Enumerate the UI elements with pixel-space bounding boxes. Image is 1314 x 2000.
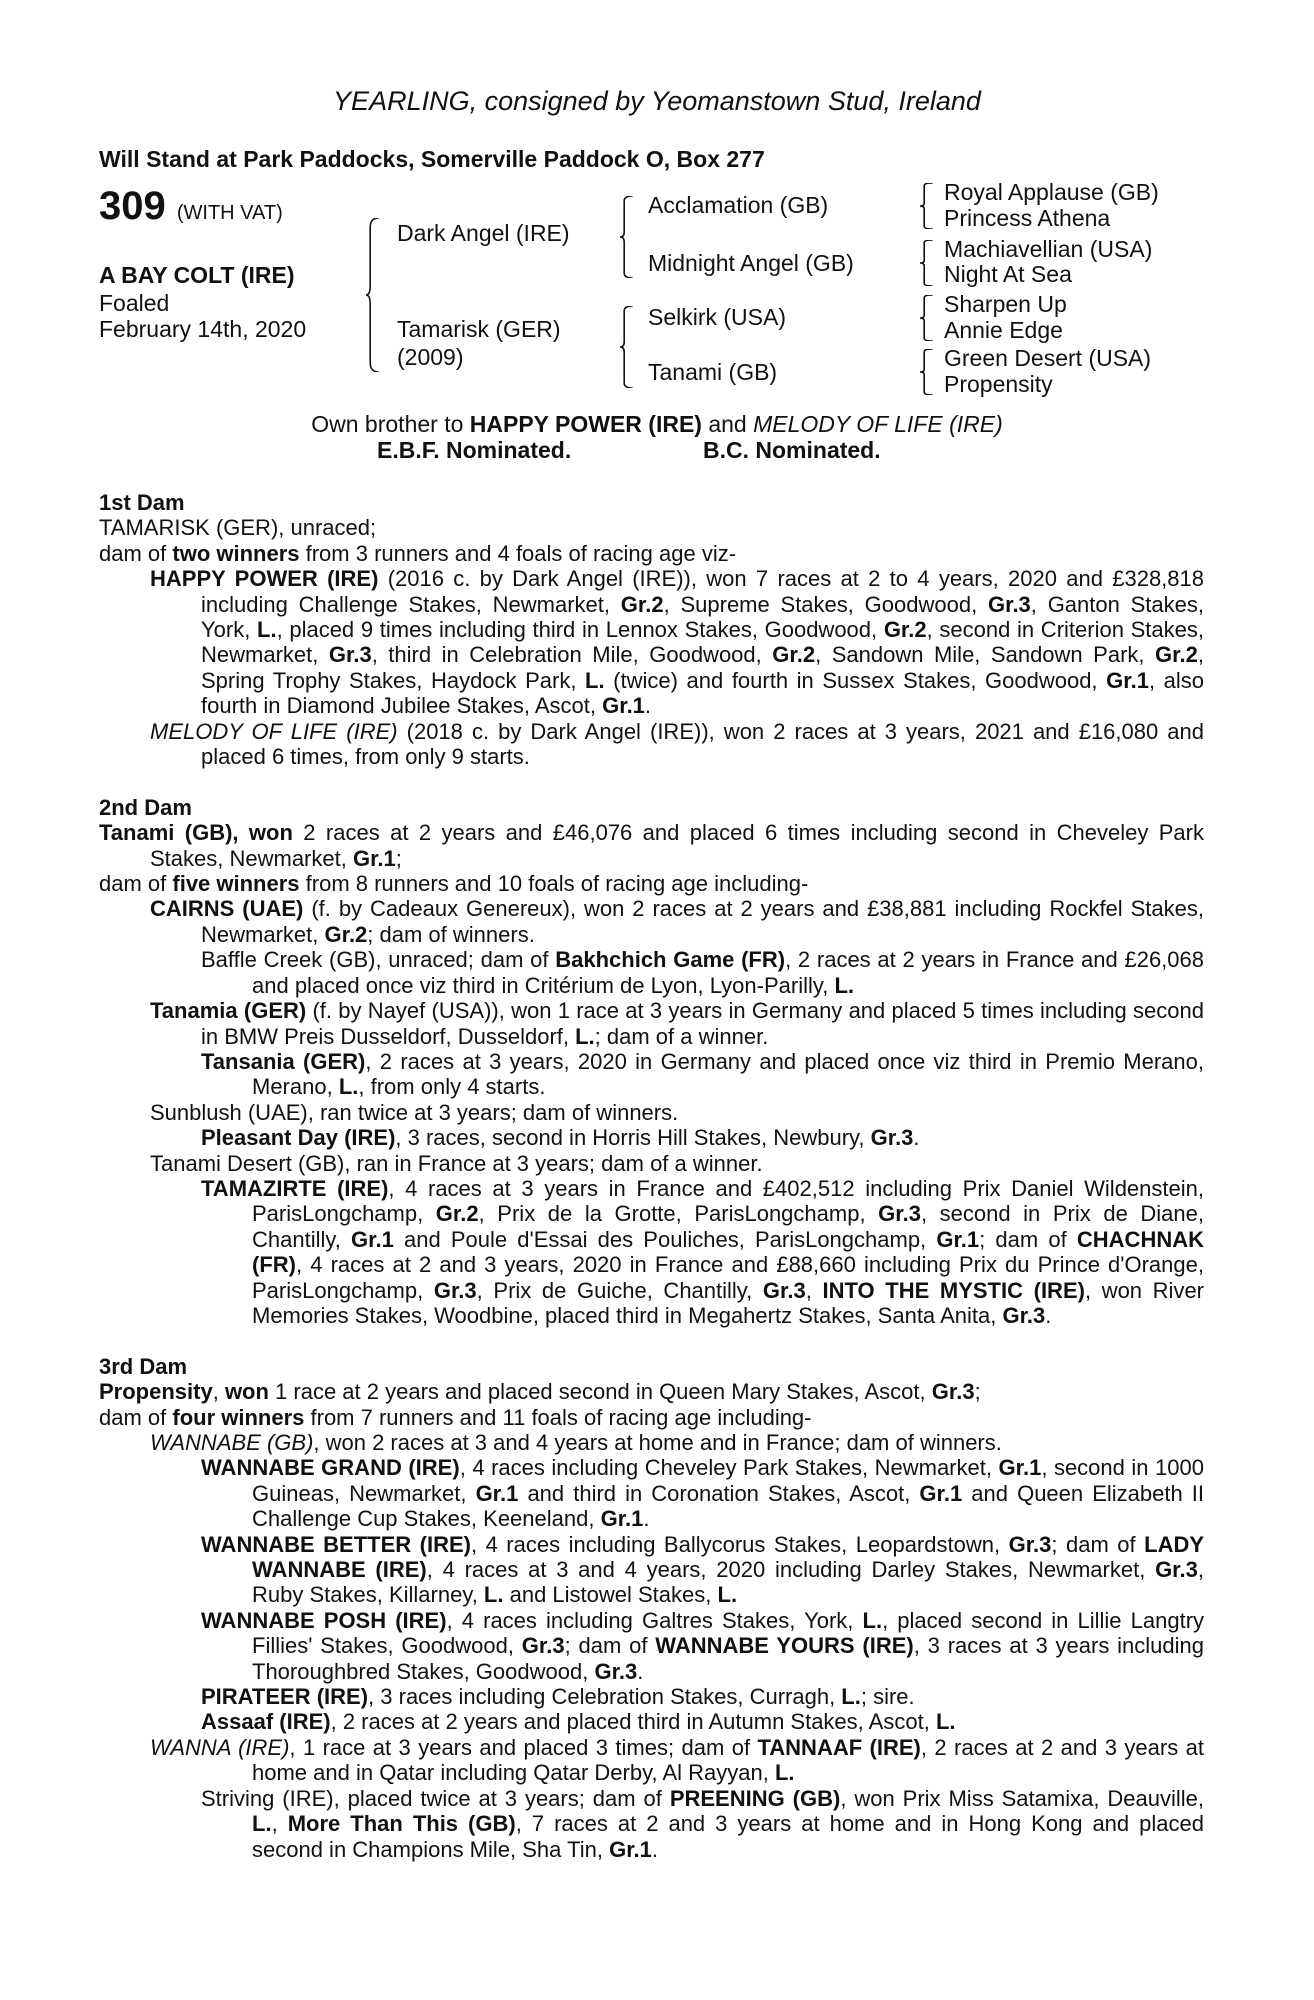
entry-text: , from only 4 starts.: [358, 1074, 546, 1100]
produce-entry: [99, 1608, 1204, 1684]
bold-text: WANNABE BETTER (IRE): [201, 1531, 471, 1557]
bold-text: two winners: [172, 540, 300, 566]
bold-text: WANNABE POSH (IRE): [201, 1607, 447, 1633]
entry-text: (twice) and fourth in Sussex Stakes, Goodwood,: [604, 667, 1107, 693]
section-heading: 3rd Dam: [99, 1353, 188, 1379]
pedigree-brace: [620, 196, 634, 278]
produce-entry: [99, 719, 1204, 770]
entry-text: , won Prix Miss Satamixa, Deauville,: [840, 1785, 1204, 1811]
lot-number: [99, 186, 283, 226]
bold-text: HAPPY POWER (IRE): [150, 566, 379, 592]
entry-text: (2018 c. by Dark Angel (IRE)), won 2 races at 3 years, 2021 and £16,080 and placed 6 times, from only 9 starts.: [201, 718, 1204, 770]
pedigree-sire: Dark Angel (IRE): [397, 220, 570, 246]
bold-text: TANNAAF (IRE): [757, 1734, 921, 1760]
pedigree-brace: [920, 240, 934, 286]
entry-text: , 2 races at 3 years, 2020 in Germany and placed once viz third in Premio Merano, Merano,: [252, 1048, 1204, 1100]
pedigree-brace: [920, 349, 934, 395]
entry-text: , 3 races including Celebration Stakes, Curragh,: [368, 1684, 842, 1710]
bold-text: Gr.2: [1155, 642, 1198, 668]
entry-text: .: [1045, 1302, 1052, 1328]
entry-text: , Supreme Stakes, Goodwood,: [663, 591, 988, 617]
entry-text: , third in Celebration Mile, Goodwood,: [371, 642, 773, 668]
entry-text: , 7 races at 2 and 3 years at home and in Hong Kong and placed second in Champions Mile, Sha Tin,: [252, 1811, 1204, 1862]
entry-text: , second in Criterion Stakes, Newmarket,: [201, 617, 1204, 668]
entry-text: , 1 race at 3 years and placed 3 times; dam of: [289, 1734, 758, 1760]
page-title: YEARLING, consigned by Yeomanstown Stud, Ireland: [333, 86, 981, 116]
produce-entry: [99, 1049, 1204, 1100]
entry-text: dam of: [99, 871, 173, 897]
entry-text: and Listowel Stakes,: [503, 1582, 718, 1608]
pedigree-gen3-item: Sharpen Up: [944, 291, 1067, 317]
produce-entry: [99, 541, 1204, 566]
entry-text: from 8 runners and 10 foals of racing age including-: [299, 871, 809, 897]
bold-text: WANNABE GRAND (IRE): [201, 1455, 460, 1481]
bold-text: L.: [841, 1684, 861, 1710]
entry-text: ,: [271, 1811, 288, 1837]
own-italic: MELODY OF LIFE (IRE): [753, 411, 1003, 437]
pedigree-brace: [620, 306, 634, 388]
bold-text: INTO THE MYSTIC (IRE): [822, 1277, 1085, 1303]
foaled-label: Foaled: [99, 290, 170, 316]
produce-entry: [99, 1151, 1204, 1176]
pedigree-gen3-item: Machiavellian (USA): [944, 236, 1153, 262]
bold-text: WANNABE YOURS (IRE): [655, 1633, 914, 1659]
produce-entry: [99, 1709, 1204, 1734]
produce-entry: [99, 515, 1204, 540]
entry-text: ;: [395, 845, 402, 871]
produce-entry: [99, 998, 1204, 1049]
bold-text: More Than This (GB): [287, 1811, 516, 1837]
produce-entry: [99, 947, 1204, 998]
bold-text: Gr.3: [1008, 1531, 1052, 1557]
produce-entry: [99, 1735, 1204, 1786]
bold-text: PREENING (GB): [669, 1785, 841, 1811]
bold-text: Gr.1: [936, 1226, 980, 1252]
entry-text: dam of: [99, 1404, 173, 1430]
bold-text: Gr.1: [609, 1836, 652, 1862]
produce-entry: [99, 871, 1204, 896]
entry-text: , Spring Trophy Stakes, Haydock Park,: [201, 642, 1204, 693]
pedigree-brace: [920, 295, 934, 341]
produce-entry: [99, 1125, 1204, 1150]
bold-text: Gr.3: [987, 591, 1031, 617]
bold-text: Gr.3: [762, 1277, 806, 1303]
bold-text: CAIRNS (UAE): [150, 896, 304, 922]
entry-text: , second in 1000 Guineas, Newmarket,: [252, 1455, 1204, 1506]
bold-text: Pleasant Day (IRE): [201, 1125, 396, 1151]
produce-entry: [99, 896, 1204, 947]
entry-text: .: [643, 1506, 650, 1532]
entry-text: Striving (IRE), placed twice at 3 years; dam of: [201, 1785, 670, 1811]
bold-text: Gr.2: [883, 617, 927, 643]
bold-text: Gr.3: [328, 642, 372, 668]
entry-text: and Poule d'Essai des Pouliches, ParisLongchamp,: [393, 1226, 937, 1252]
entry-text: , also fourth in Diamond Jubilee Stakes, Ascot,: [201, 667, 1204, 719]
italic-text: WANNABE (GB): [150, 1430, 314, 1455]
entry-text: and third in Coronation Stakes, Ascot,: [518, 1480, 920, 1506]
entry-text: , 4 races at 2 and 3 years, 2020 in France and £88,660 including Prix du Prince d'Orange, ParisLongchamp,: [252, 1252, 1204, 1303]
bold-text: won: [224, 1379, 269, 1405]
entry-text: ; dam of a winner.: [594, 1023, 769, 1049]
entry-text: , Ganton Stakes, York,: [201, 591, 1205, 643]
bold-text: Assaaf (IRE): [201, 1709, 331, 1735]
italic-text: WANNA (IRE): [150, 1734, 290, 1760]
entry-text: , 4 races at 3 and 4 years, 2020 including Darley Stakes, Newmarket,: [426, 1557, 1156, 1583]
entry-text: (f. by Cadeaux Genereux), won 2 races at 2 years and £38,881 including Rockfel Stakes, Newmarket,: [201, 896, 1204, 947]
pedigree-gen2-item: Selkirk (USA): [648, 304, 787, 330]
bold-text: four winners: [172, 1404, 305, 1430]
produce-record: [99, 490, 1204, 1862]
section-heading: 1st Dam: [99, 490, 185, 515]
bold-text: Tansania (GER): [201, 1048, 366, 1074]
entry-text: ,: [212, 1379, 225, 1405]
pedigree-gen3-item: Royal Applause (GB): [944, 179, 1159, 205]
italic-text: MELODY OF LIFE (IRE): [150, 718, 398, 744]
bc-nominated: B.C. Nominated.: [703, 437, 881, 463]
pedigree-gen3-item: Propensity: [944, 371, 1053, 397]
produce-entry: [99, 1532, 1204, 1608]
section-heading: 2nd Dam: [99, 794, 192, 820]
entry-text: ; dam of: [564, 1633, 656, 1659]
produce-entry: [99, 1100, 1204, 1125]
bold-text: Tanamia (GER): [150, 998, 307, 1024]
horse-description: A BAY COLT (IRE): [99, 262, 295, 288]
entry-text: (2016 c. by Dark Angel (IRE)), won 7 races at 2 to 4 years, 2020 and £328,818 including Challenge Stakes, Newmarket,: [201, 566, 1204, 617]
bold-text: Gr.3: [878, 1201, 921, 1227]
bold-text: Gr.1: [600, 1506, 644, 1532]
own-brother-note: [0, 413, 1314, 436]
bold-text: five winners: [172, 871, 300, 897]
pedigree-gen2-item: Tanami (GB): [648, 359, 778, 385]
entry-text: , Prix de Guiche, Chantilly,: [476, 1277, 763, 1303]
entry-text: , Ruby Stakes, Killarney,: [252, 1557, 1204, 1608]
entry-text: , 4 races at 3 years in France and £402,512 including Prix Daniel Wildenstein, ParisLongchamp,: [252, 1175, 1204, 1227]
produce-entry: [99, 1684, 1204, 1709]
entry-text: , Sandown Mile, Sandown Park,: [815, 642, 1156, 668]
entry-text: 2 races at 2 years and £46,076 and placed 6 times including second in Cheveley Park Stakes, Newmarket,: [150, 820, 1204, 871]
entry-text: , 4 races including Galtres Stakes, York,: [446, 1607, 863, 1633]
entry-text: (f. by Nayef (USA)), won 1 race at 3 years in Germany and placed 5 times including second in BMW Preis Dusseldorf, Dusseldorf,: [201, 998, 1204, 1049]
entry-text: ; dam of winners.: [367, 921, 535, 947]
bold-text: L.: [585, 667, 605, 693]
lot-number-value: 309: [99, 184, 166, 228]
bold-text: Gr.1: [1106, 667, 1149, 693]
pedigree-gen3-item: Green Desert (USA): [944, 345, 1152, 371]
entry-text: and Queen Elizabeth II Challenge Cup Stakes, Keeneland,: [252, 1480, 1205, 1532]
produce-entry: [99, 1405, 1204, 1430]
pedigree-gen3-item: Princess Athena: [944, 205, 1111, 231]
entry-text: from 7 runners and 11 foals of racing age including-: [304, 1404, 812, 1430]
entry-text: ,: [805, 1277, 823, 1303]
bold-text: Gr.1: [919, 1480, 963, 1506]
produce-entry: [99, 1455, 1204, 1531]
stand-location: Will Stand at Park Paddocks, Somerville Paddock O, Box 277: [99, 146, 765, 172]
bold-text: CHACHNAK (FR): [252, 1226, 1204, 1278]
bold-text: L.: [257, 617, 277, 643]
own-and: and: [701, 411, 754, 437]
bold-text: Gr.2: [620, 591, 664, 617]
pedigree-gen3-item: Night At Sea: [944, 261, 1072, 287]
bold-text: L.: [774, 1760, 795, 1786]
bold-text: Gr.3: [521, 1633, 565, 1659]
bold-text: L.: [862, 1607, 883, 1633]
bold-text: Propensity: [99, 1379, 213, 1405]
bold-text: Gr.3: [931, 1379, 975, 1405]
produce-entry: [99, 1430, 1204, 1455]
bold-text: L.: [575, 1023, 595, 1049]
pedigree-gen3-item: Annie Edge: [944, 317, 1063, 343]
bold-text: Gr.3: [433, 1277, 477, 1303]
entry-text: from 3 runners and 4 foals of racing age viz-: [299, 540, 737, 566]
entry-text: Tanami Desert (GB), ran in France at 3 years; dam of a winner.: [150, 1150, 763, 1176]
bold-text: Gr.2: [435, 1201, 479, 1227]
entry-text: , won River Memories Stakes, Woodbine, placed third in Megahertz Stakes, Santa Anita,: [252, 1277, 1205, 1328]
entry-text: , second in Prix de Diane, Chantilly,: [252, 1201, 1204, 1252]
entry-text: .: [651, 1836, 659, 1862]
vat-note: (WITH VAT): [176, 202, 283, 224]
pedigree-brace: [920, 183, 934, 229]
entry-text: , won 2 races at 3 and 4 years at home and in France; dam of winners.: [313, 1430, 1002, 1455]
entry-text: ; sire.: [860, 1684, 915, 1710]
entry-text: , Prix de la Grotte, ParisLongchamp,: [478, 1201, 879, 1227]
produce-entry: [99, 1379, 1204, 1404]
entry-text: ; dam of: [979, 1226, 1077, 1252]
bold-text: Gr.1: [475, 1480, 519, 1506]
entry-text: , 4 races including Ballycorus Stakes, Leopardstown,: [470, 1531, 1009, 1557]
entry-text: TAMARISK (GER), unraced;: [99, 515, 377, 541]
entry-text: Sunblush (UAE), ran twice at 3 years; dam of winners.: [150, 1099, 679, 1125]
produce-entry: [99, 566, 1204, 718]
own-prefix: Own brother to: [311, 411, 470, 437]
bold-text: Gr.3: [1155, 1557, 1198, 1583]
foaled-date: February 14th, 2020: [99, 316, 307, 342]
bold-text: L.: [834, 972, 855, 998]
bold-text: Gr.2: [772, 642, 816, 668]
produce-entry: [99, 820, 1204, 871]
bold-text: Tanami (GB), won: [99, 820, 293, 846]
entry-text: dam of: [99, 540, 173, 566]
bold-text: Gr.1: [351, 1226, 394, 1252]
entry-text: , placed 9 times including third in Lennox Stakes, Goodwood,: [276, 617, 884, 643]
bold-text: L.: [483, 1582, 504, 1608]
pedigree-gen2-item: Midnight Angel (GB): [648, 250, 854, 276]
entry-text: 1 race at 2 years and placed second in Queen Mary Stakes, Ascot,: [268, 1379, 932, 1405]
entry-text: , 3 races at 3 years including Thoroughbred Stakes, Goodwood,: [252, 1633, 1205, 1684]
entry-text: , placed second in Lillie Langtry Fillies' Stakes, Goodwood,: [252, 1607, 1205, 1659]
produce-entry: [99, 1176, 1204, 1328]
bold-text: Gr.3: [870, 1125, 914, 1151]
entry-text: .: [913, 1125, 920, 1151]
produce-entry: [99, 1786, 1204, 1862]
entry-text: Baffle Creek (GB), unraced; dam of: [201, 947, 556, 973]
pedigree-dam-year: (2009): [397, 344, 464, 370]
entry-text: , 2 races at 2 and 3 years at home and in Qatar including Qatar Derby, Al Rayyan,: [252, 1734, 1204, 1786]
bold-text: LADY WANNABE (IRE): [252, 1531, 1205, 1583]
entry-text: , 2 races at 2 years in France and £26,068 and placed once viz third in Critérium de Lyon, Lyon-Parilly,: [252, 947, 1204, 998]
bold-text: Bakhchich Game (FR): [555, 947, 786, 973]
bold-text: Gr.1: [352, 845, 396, 871]
bold-text: PIRATEER (IRE): [201, 1684, 369, 1710]
bold-text: L.: [935, 1709, 956, 1735]
bold-text: TAMAZIRTE (IRE): [201, 1175, 389, 1201]
entry-text: ;: [974, 1379, 981, 1405]
pedigree-gen2-item: Acclamation (GB): [648, 192, 829, 218]
entry-text: .: [637, 1658, 644, 1684]
own-bold: HAPPY POWER (IRE): [469, 411, 702, 437]
entry-text: , 4 races including Cheveley Park Stakes, Newmarket,: [459, 1455, 999, 1481]
bold-text: Gr.2: [324, 921, 368, 947]
bold-text: Gr.3: [594, 1658, 638, 1684]
entry-text: , 3 races, second in Horris Hill Stakes, Newbury,: [395, 1125, 871, 1151]
bold-text: Gr.1: [602, 693, 645, 719]
ebf-nominated: E.B.F. Nominated.: [377, 437, 572, 463]
entry-text: .: [644, 693, 652, 719]
bold-text: Gr.1: [998, 1455, 1042, 1481]
entry-text: ; dam of: [1051, 1531, 1145, 1557]
entry-text: , 2 races at 2 years and placed third in Autumn Stakes, Ascot,: [330, 1709, 936, 1735]
pedigree-brace: [366, 218, 380, 372]
bold-text: Gr.3: [1002, 1302, 1046, 1328]
bold-text: L.: [717, 1582, 738, 1608]
pedigree-dam: Tamarisk (GER): [397, 316, 561, 342]
bold-text: L.: [338, 1074, 359, 1100]
bold-text: L.: [252, 1811, 272, 1837]
